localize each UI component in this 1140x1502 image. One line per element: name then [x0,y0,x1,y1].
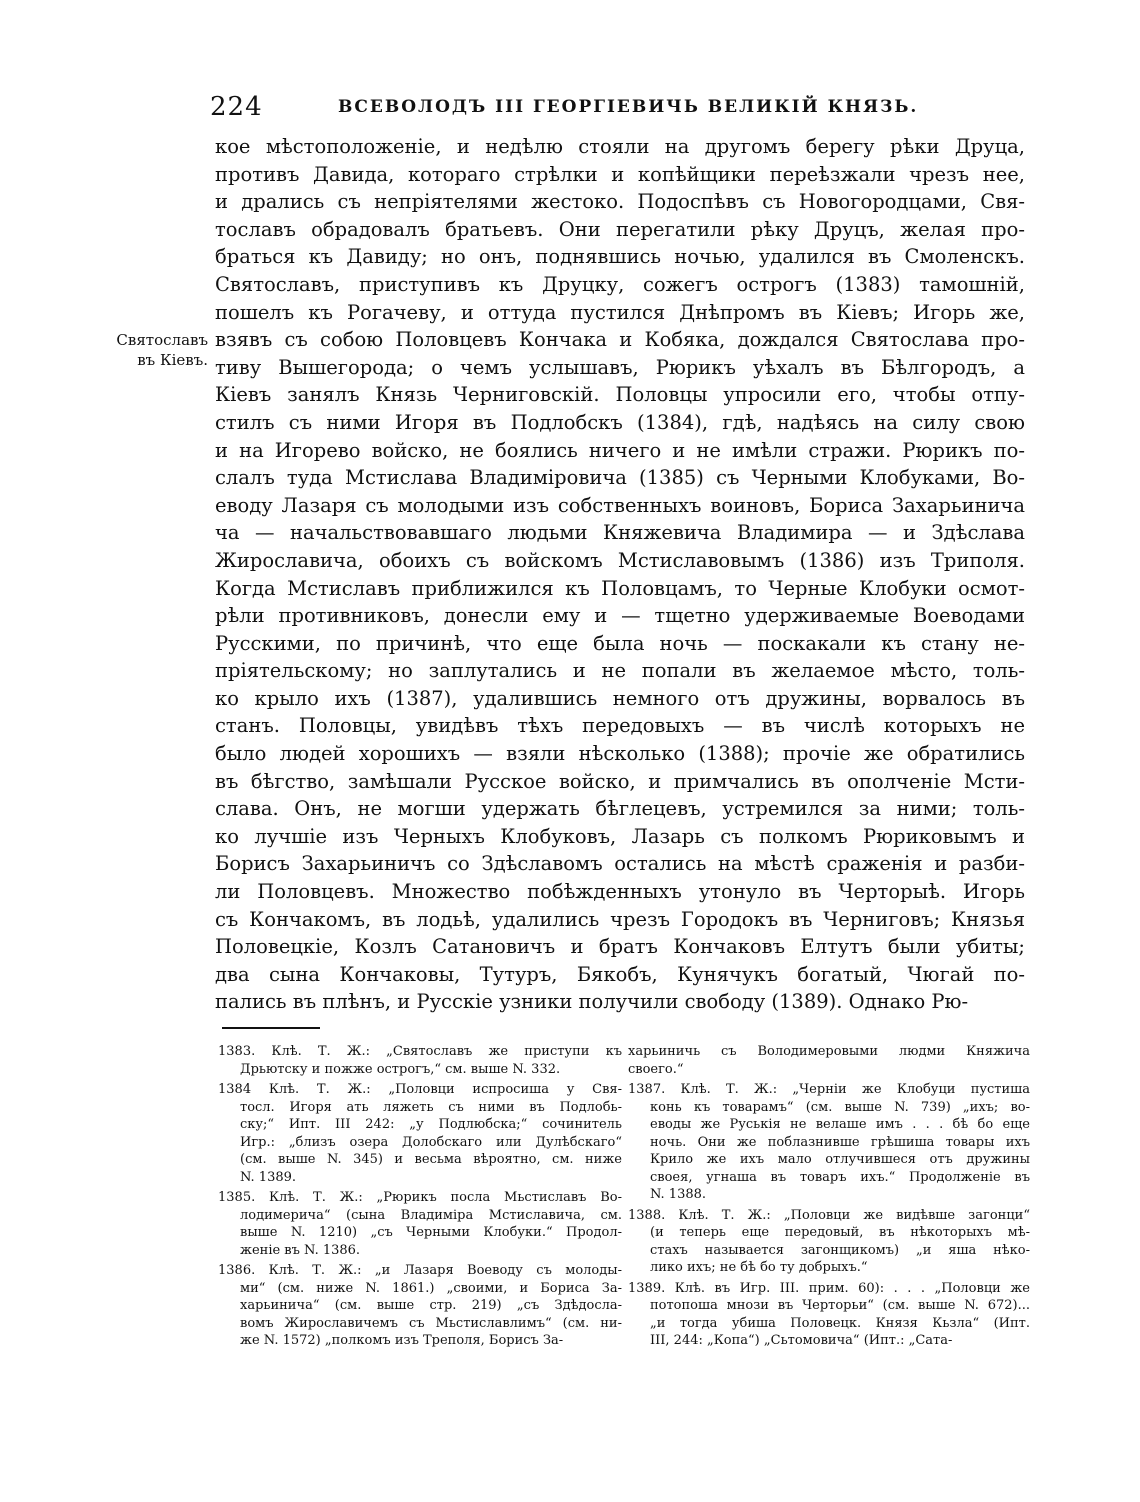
footnote [218,1262,622,1350]
footnote-line: Игр.: „близъ озера Долобскаго или Дулѣбскаго“ [240,1134,622,1150]
footnote-line: 1386. Клѣ. Т. Ж.: „и Лазаря Воеводу съ молоды- [218,1263,622,1278]
footnote [218,1081,622,1186]
footnote-line: ми“ (см. ниже N. 1861.) „своими, и Бориса За- [240,1280,622,1296]
body-text-line: Когда Мстиславъ приближился къ Половцамъ, то Черные Клобуки осмот- [215,576,1025,600]
footnote-line: Крило же ихъ мало отлучившеся отъ дружины [650,1152,1030,1167]
footnote-line: конь къ товарамъ“ (см. выше N. 739) „ихъ; во- [650,1099,1030,1115]
footnote [628,1043,1030,1078]
footnote-line: N. 1388. [650,1187,707,1202]
body-text-line: браться къ Давиду; но онъ, поднявшись ночью, удалился въ Смоленскъ. [215,245,1025,269]
footnote-line: (и теперь еще передовый, въ нѣкоторыхъ мѣ- [650,1225,1030,1240]
footnote-line: 1385. Клѣ. Т. Ж.: „Рюрикъ посла Мьстиславъ Во- [218,1190,622,1205]
body-text-line: два сына Кончаковы, Тутуръ, Бякобъ, Кунячукъ богатый, Чюгай по- [215,962,1025,986]
margin-note-line: Святославъ [116,331,208,349]
body-text-line: Святославъ, приступивъ къ Друцку, сожегъ острогъ (1383) тамошній, [215,272,1025,296]
body-text-line: ко лучшіе изъ Черныхъ Клобуковъ, Лазарь съ полкомъ Рюриковымъ и [215,824,1025,848]
footnote-line: 1384 Клѣ. Т. Ж.: „Половци испросиша у Свя- [218,1082,622,1097]
body-text-line: Кіевъ занялъ Князь Черниговскій. Половцы упросили его, чтобы отпу- [215,383,1025,407]
body-text-line: еводу Лазаря съ молодыми изъ собственныхъ воиновъ, Бориса Захарьинича [215,493,1025,517]
footnote-line: же N. 1572) „полкомъ изъ Треполя, Борисъ За- [240,1333,564,1348]
body-text-line: кое мѣстоположеніе, и недѣлю стояли на другомъ берегу рѣки Друца, [215,135,1025,158]
body-text-line: ча — начальствовавшаго людьми Княжевича Владимира — и Здѣслава [215,521,1025,545]
footnote-line: лико ихъ; не бѣ бо ту добрыхъ.“ [650,1260,868,1275]
main-text [215,133,1025,1016]
body-text-line: пріятельскому; но заплутались и не попали въ желаемое мѣсто, толь- [215,659,1025,683]
footnote-line: (см. выше N. 345) и весьма вѣроятно, см. ниже [240,1152,622,1167]
footnote-line: N. 1389. [240,1169,297,1185]
footnote-line: своея, угнаша въ товаръ ихъ.“ Продолженіе въ [650,1169,1030,1185]
footnote-line: вомъ Жирославичемъ съ Мьстиславлимъ“ (см. ни- [240,1315,622,1331]
body-text-line: тославъ обрадовалъ братьевъ. Они перегатили рѣку Друцъ, желая про- [215,217,1025,241]
margin-note [96,330,208,370]
body-text-line: и дрались съ непріятелями жестоко. Подоспѣвъ съ Новогородцами, Свя- [215,190,1025,214]
body-text-line: ли Половцевъ. Множество побѣжденныхъ утонуло въ Черторыѣ. Игорь [215,880,1025,904]
running-title: ВСЕВОЛОДЪ III ГЕОРГІЕВИЧЬ ВЕЛИКІЙ КНЯЗЬ. [338,97,919,117]
footnote-line: „и тогда убиша Половецк. Князя Кьзла“ (Ипт. [650,1315,1030,1331]
footnote-line: харьиничь съ Володимеровыми людми Княжича [628,1044,1030,1059]
footnote-line: 1388. Клѣ. Т. Ж.: „Половци же видѣвше загонци“ [628,1207,1030,1223]
footnote-line: еводы же Руськія не велаше имъ . . . бѣ бо еще [650,1117,1030,1132]
body-text-line: стилъ съ ними Игоря въ Подлобскъ (1384), гдѣ, надѣясь на силу свою [215,410,1025,434]
footnote-line: ночь. Они же поблазнивше грѣшиша товары ихъ [650,1134,1030,1150]
body-text-line: противъ Давида, котораго стрѣлки и копѣйщики переѣзжали чрезъ нее, [215,162,1025,186]
body-text-line: и на Игорево войско, не боялись ничего и не имѣли стражи. Рюрикъ по- [215,438,1025,462]
body-text-line: пались въ плѣнъ, и Русскіе узники получили свободу (1389). Однако Рю- [215,990,969,1014]
footnote-line: стахъ называется загонщикомъ) „и яша нѣко- [650,1242,1030,1258]
footnote-line: ску;“ Ипт. III 242: „у Подлюбска;“ сочинитель [240,1117,622,1132]
body-text-line: пошелъ къ Рогачеву, и оттуда пустился Днѣпромъ въ Кіевъ; Игорь же, [215,300,1025,324]
body-text-line: станъ. Половцы, увидѣвъ тѣхъ передовыхъ — въ числѣ которыхъ не [215,714,1025,738]
footnote-divider [222,1027,320,1029]
footnote-line: 1387. Клѣ. Т. Ж.: „Черніи же Клобуци пустиша [628,1082,1030,1097]
margin-note-line: въ Кіевъ. [137,351,208,369]
footnote-line: III, 244: „Копа“) „Сьтомовича“ (Ипт.: „Сата- [650,1333,953,1348]
body-text-line: Жирославича, обоихъ съ войскомъ Мстиславовымъ (1386) изъ Триполя. [215,548,1025,572]
body-text-line: Борисъ Захарьиничъ со Здѣславомъ остались на мѣстѣ сраженія и разби- [215,852,1025,876]
footnote-line: выше N. 1210) „съ Черными Клобуки.“ Продол- [240,1225,622,1240]
footnote [628,1207,1030,1277]
footnote-line: тосл. Игоря ать ляжеть съ ними въ Подлобь- [240,1099,622,1115]
body-text-line: тиву Вышегорода; о чемъ услышавъ, Рюрикъ уѣхалъ въ Бѣлгородъ, а [215,355,1025,379]
body-text-line: слава. Онъ, не могши удержать бѣглецевъ, устремился за ними; толь- [215,797,1025,821]
footnotes-left-column [218,1043,622,1353]
footnote-line: лодимерича“ (сына Владиміра Мстиславича, см. [240,1207,622,1223]
body-text-line: рѣли противниковъ, донесли ему и — тщетно удерживаемые Воеводами [215,604,1025,628]
footnote-line: Дрьютску и пожже острогъ,“ см. выше N. 332. [240,1061,561,1077]
body-text-line: взявъ съ собою Половцевъ Кончака и Кобяка, дождался Святослава про- [215,328,1025,352]
footnote-line: 1383. Клѣ. Т. Ж.: „Святославъ же приступи къ [218,1044,622,1059]
footnote-line: своего.“ [628,1061,684,1077]
body-text-line: было людей хорошихъ — взяли нѣсколько (1388); прочіе же обратились [215,742,1025,766]
footnote [628,1081,1030,1204]
page-number: 224 [210,92,263,122]
footnote [218,1189,622,1259]
footnotes-right-column [628,1043,1030,1353]
body-text-line: въ бѣгство, замѣшали Русское войско, и примчались въ ополченіе Мсти- [215,769,1025,793]
body-text-line: слалъ туда Мстислава Владиміровича (1385) съ Черными Клобуками, Во- [215,466,1025,490]
footnote-line: женіе въ N. 1386. [240,1242,361,1258]
body-text-line: Половецкіе, Козлъ Сатановичъ и братъ Кончаковъ Елтутъ были убиты; [215,935,1025,959]
footnote-line: 1389. Клѣ. въ Игр. III. прим. 60): . . . „Половци же [628,1280,1030,1296]
footnote-line: харьинича“ (см. выше стр. 219) „съ Здѣдосла- [240,1298,622,1313]
footnote-line: потопоша мнози въ Черторьи“ (см. выше N. 672)... [650,1298,1030,1313]
body-text-line: Русскими, по причинѣ, что еще была ночь — поскакали къ стану не- [215,631,1025,655]
footnote [628,1280,1030,1350]
body-text-line: ко крыло ихъ (1387), удалившись немного отъ дружины, ворвалось въ [215,686,1025,710]
footnote [218,1043,622,1078]
body-text-line: съ Кончакомъ, въ лодьѣ, удалились чрезъ Городокъ въ Черниговъ; Князья [215,907,1025,931]
